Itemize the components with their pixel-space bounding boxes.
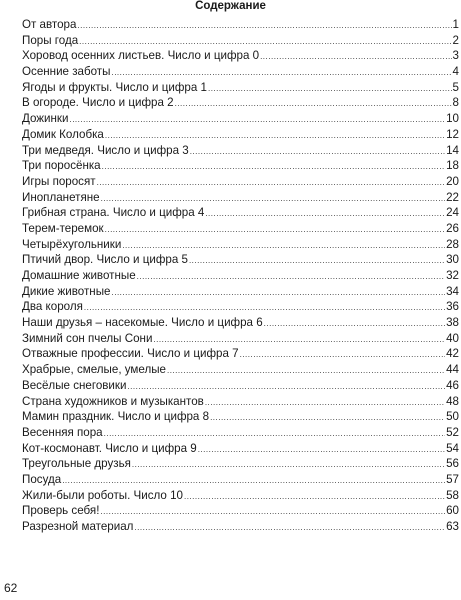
dot-leader [208, 81, 452, 96]
toc-entry-title: Разрезной материал [22, 520, 134, 533]
toc-entry-page: 48 [446, 394, 459, 408]
toc-entry-page: 28 [446, 237, 459, 251]
dot-leader [69, 112, 445, 127]
toc-entry [22, 80, 459, 96]
toc-entry-page: 63 [446, 520, 459, 533]
toc-entry-page: 36 [446, 300, 459, 314]
toc-entry-page: 50 [446, 410, 459, 424]
toc-entry-title: Терем-теремок [22, 221, 104, 235]
toc-entry [22, 64, 459, 80]
dot-leader [134, 520, 445, 535]
toc-entry [22, 127, 459, 143]
dot-leader [240, 347, 445, 362]
toc-entry-title: Два короля [22, 300, 83, 314]
toc-entry [22, 331, 459, 347]
toc-entry [22, 425, 459, 441]
toc-entry-page: 26 [446, 221, 459, 235]
toc-entry [22, 315, 459, 331]
toc-entry-title: Зимний сон пчелы Сони [22, 331, 153, 345]
dot-leader [112, 285, 446, 300]
toc-entry-title: Храбрые, смелые, умелые [22, 363, 167, 377]
dot-leader [184, 489, 445, 504]
toc-entry-page: 38 [446, 316, 459, 330]
dot-leader [122, 238, 445, 253]
toc-entry [22, 378, 459, 394]
toc-entry-page: 12 [446, 127, 459, 141]
dot-leader [79, 34, 451, 49]
toc-entry-title: Проверь себя! [22, 504, 100, 518]
toc-entry-page: 5 [452, 80, 459, 94]
toc-entry-title: Осенние заботы [22, 65, 111, 79]
dot-leader [97, 175, 446, 190]
toc-entry [22, 205, 459, 221]
toc-entry-title: Грибная страна. Число и цифра 4 [22, 206, 205, 220]
dot-leader [104, 426, 445, 441]
toc-entry-title: Игры поросят [22, 174, 96, 188]
toc-entry-page: 57 [446, 472, 459, 486]
dot-leader [111, 65, 451, 80]
toc-entry-title: Дикие животные [22, 284, 111, 298]
dot-leader [260, 49, 451, 64]
toc-entry [22, 346, 459, 362]
toc-entry-page: 58 [446, 488, 459, 502]
toc-entry-title: Три поросёнка [22, 159, 101, 173]
toc-entry-page: 60 [446, 504, 459, 518]
toc-entry-page: 24 [446, 206, 459, 220]
toc-entry [22, 409, 459, 425]
toc-entry-page: 32 [446, 269, 459, 282]
toc-entry-page: 44 [446, 363, 459, 377]
toc-entry-title: Домашние животные [22, 269, 136, 282]
dot-leader [205, 206, 445, 221]
toc-entry-page: 14 [446, 143, 459, 157]
page-number: 62 [4, 581, 18, 595]
toc-entry [22, 143, 459, 159]
toc-entry-title: Инопланетяне [22, 190, 100, 204]
dot-leader [205, 395, 445, 410]
dot-leader [189, 253, 445, 268]
dot-leader [137, 269, 445, 284]
toc-entry [22, 456, 459, 472]
dot-leader [105, 128, 445, 143]
toc-entry [22, 48, 459, 64]
toc-entry [22, 111, 459, 127]
dot-leader [102, 159, 445, 174]
dot-leader [175, 96, 452, 111]
dot-leader [105, 222, 445, 237]
dot-leader [264, 316, 445, 331]
dot-leader [153, 332, 445, 347]
toc-entry-title: Весёлые снеговики [22, 378, 127, 392]
toc-entry-page: 56 [446, 457, 459, 471]
toc-entry-page: 34 [446, 284, 459, 298]
toc-entry-page: 52 [446, 425, 459, 439]
toc-entry-title: Дожинки [22, 112, 69, 126]
dot-leader [190, 144, 445, 159]
toc-entry-page: 4 [452, 65, 459, 79]
dot-leader [101, 191, 446, 206]
toc-entry [22, 95, 459, 111]
dot-leader [127, 379, 445, 394]
dot-leader [84, 300, 445, 315]
toc-entry [22, 472, 459, 488]
dot-leader [198, 442, 445, 457]
toc-entry [22, 488, 459, 504]
toc-entry-page: 18 [446, 159, 459, 173]
toc-entry [22, 519, 459, 535]
toc-entry-title: От автора [22, 18, 77, 31]
toc-entry-title: В огороде. Число и цифра 2 [22, 96, 174, 110]
toc-entry [22, 268, 459, 284]
toc-entry-title: Ягоды и фрукты. Число и цифра 1 [22, 80, 207, 94]
toc-entry [22, 441, 459, 457]
toc-entry-page: 10 [446, 112, 459, 126]
toc-entry-title: Наши друзья – насекомые. Число и цифра 6 [22, 316, 263, 330]
page-title: Содержание [195, 0, 266, 12]
toc-entry-title: Кот-космонавт. Число и цифра 9 [22, 441, 197, 455]
toc-entry [22, 394, 459, 410]
toc-entry [22, 17, 459, 33]
toc-entry-title: Поры года [22, 33, 79, 47]
toc-entry-page: 46 [446, 378, 459, 392]
toc-entry [22, 237, 459, 253]
toc-entry-page: 20 [446, 174, 459, 188]
dot-leader [62, 473, 445, 488]
toc-entry [22, 158, 459, 174]
toc-entry-page: 22 [446, 190, 459, 204]
toc-entry-title: Три медведя. Число и цифра 3 [22, 143, 189, 157]
toc-entry [22, 252, 459, 268]
toc-entry-page: 30 [446, 253, 459, 267]
dot-leader [100, 504, 445, 519]
toc-entry-title: Жили-были роботы. Число 10 [22, 488, 183, 502]
toc-entry-title: Домик Колобка [22, 127, 104, 141]
toc-entry [22, 174, 459, 190]
toc-entry-page: 40 [446, 331, 459, 345]
toc-entry [22, 299, 459, 315]
toc-entry [22, 362, 459, 378]
toc-entry-title: Мамин праздник. Число и цифра 8 [22, 410, 210, 424]
toc-entry-page: 2 [452, 33, 459, 47]
toc-entry-page: 54 [446, 441, 459, 455]
toc-entry-title: Посуда [22, 472, 62, 486]
dot-leader [77, 18, 451, 33]
toc-entry-page: 3 [452, 49, 459, 63]
toc-entry-page: 8 [452, 96, 459, 110]
toc-entry-page: 1 [452, 18, 459, 31]
toc-entry-title: Весенняя пора [22, 425, 103, 439]
dot-leader [210, 410, 445, 425]
toc-entry-title: Страна художников и музыкантов [22, 394, 204, 408]
toc-entry [22, 503, 459, 519]
table-of-contents [22, 17, 459, 535]
toc-entry-title: Треугольные друзья [22, 457, 131, 471]
dot-leader [167, 363, 445, 378]
toc-entry-title: Хоровод осенних листьев. Число и цифра 0 [22, 49, 260, 63]
toc-entry-page: 42 [446, 347, 459, 361]
toc-entry-title: Птичий двор. Число и цифра 5 [22, 253, 188, 267]
toc-entry-title: Отважные профессии. Число и цифра 7 [22, 347, 239, 361]
dot-leader [132, 457, 445, 472]
toc-entry-title: Четырёхугольники [22, 237, 122, 251]
toc-entry [22, 33, 459, 49]
toc-entry [22, 284, 459, 300]
toc-entry [22, 190, 459, 206]
toc-entry [22, 221, 459, 237]
